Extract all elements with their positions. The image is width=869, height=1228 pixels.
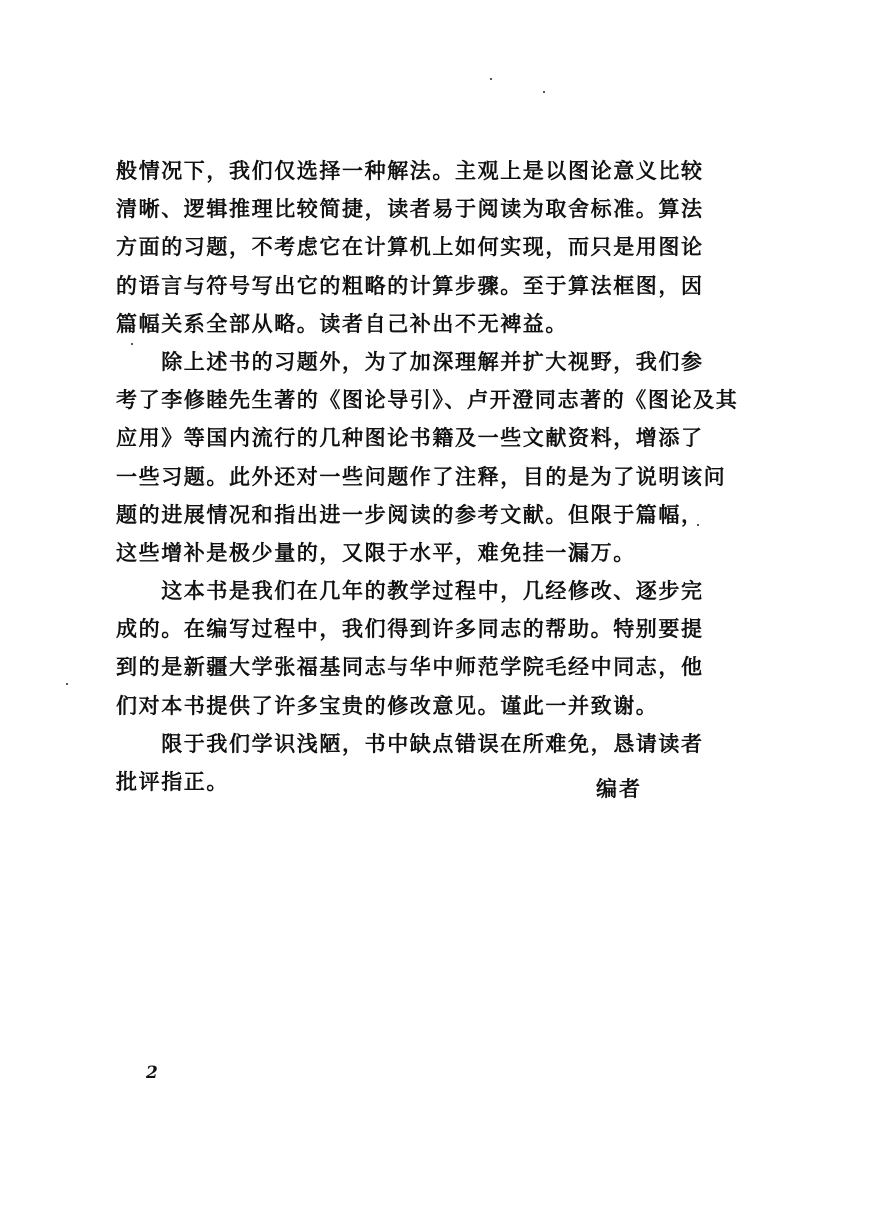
text-line: 批评指正。 [116, 769, 229, 794]
scan-speck [543, 91, 545, 93]
text-line: 题的进展情况和指出进一步阅读的参考文献。但限于篇幅， [116, 501, 704, 527]
text-line: 这本书是我们在几年的教学过程中，几经修改、逐步完 [116, 578, 704, 604]
text-line: 考了李修睦先生著的《图论导引》、卢开澄同志著的《图论及其 [116, 387, 739, 413]
text-line: 限于我们学识浅陋，书中缺点错误在所难免，恳请读者 [116, 730, 704, 756]
text-line: 这些增补是极少量的，又限于水平，难免挂一漏万。 [116, 539, 636, 565]
scan-speck [66, 683, 68, 685]
text-line: 成的。在编写过程中，我们得到许多同志的帮助。特别要提 [116, 616, 704, 642]
text-line: 一些习题。此外还对一些问题作了注释，目的是为了说明该问 [116, 463, 727, 489]
text-line: 般情况下，我们仅选择一种解法。主观上是以图论意义比较 [116, 158, 704, 183]
text-line: 的语言与符号写出它的粗略的计算步骤。至于算法框图，因 [116, 272, 704, 298]
text-line: 清晰、逻辑推理比较简捷，读者易于阅读为取舍标准。算法 [116, 196, 704, 222]
text-line: 到的是新疆大学张福基同志与华中师范学院毛经中同志，他 [116, 654, 704, 680]
text-line: 应用》等国内流行的几种图论书籍及一些文献资料，增添了 [116, 425, 704, 451]
text-line: 方面的习题，不考虑它在计算机上如何实现，而只是用图论 [116, 234, 704, 260]
text-line: 除上述书的习题外，为了加深理解并扩大视野，我们参 [116, 348, 704, 374]
text-line: 篇幅关系全部从略。读者自己补出不无裨益。 [116, 310, 568, 336]
body-text [116, 152, 741, 801]
author-signature: 编者 [596, 776, 642, 801]
text-line: 们对本书提供了许多宝贵的修改意见。谨此一并致谢。 [116, 692, 659, 718]
scan-speck [490, 78, 492, 80]
page-number: 2 [146, 1063, 158, 1083]
